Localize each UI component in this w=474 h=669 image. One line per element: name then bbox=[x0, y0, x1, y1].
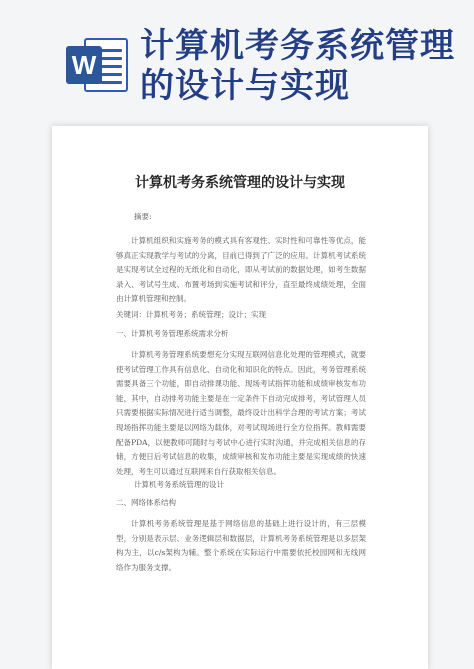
document-title: 计算机考务系统管理的设计与实现 bbox=[135, 175, 345, 191]
document-page bbox=[52, 126, 428, 669]
section-2-paragraph: 计算机考务系统管理是基于网络信息的基础上进行设计的，有三层模型，分别是表示层、业务逻辑层和数据层，计算机考务系统管理是以多层架构为主，以c/s架构为辅。整个系统在实际运行中需要依托校园网和无线网络作为服务支撑。 bbox=[116, 519, 366, 572]
keywords-line: 关键词：计算机考务；系统管理；设计；实现 bbox=[116, 310, 266, 319]
banner bbox=[0, 0, 474, 118]
subsection-2-heading: 二、网络体系结构 bbox=[116, 498, 176, 507]
abstract-paragraph: 计算机组织和实施考务的模式具有客观性、实时性和可靠性等优点，能够真正实现教学与考试的分离，目前已得到了广泛的应用。计算机考试系统是实现考试全过程的无纸化和自动化，即从考试前的数据处理，如考生数据录入、考试号生成、布置考场到实施考试和评分，直至最终成绩处理，全面由计算机管理和控制。 bbox=[116, 236, 366, 304]
banner-title: 计算机考务系统管理的设计与实现 bbox=[140, 26, 455, 106]
word-logo-letter: W bbox=[66, 46, 102, 84]
section-2-heading: 计算机考务系统管理的设计 bbox=[134, 480, 224, 489]
section-1-heading: 一、计算机考务管理系统需求分析 bbox=[116, 329, 229, 338]
word-document-icon bbox=[66, 38, 128, 92]
section-1-paragraph: 计算机考务管理系统要想充分实现互联网信息化处理的管理模式，就要使考试管理工作具有信息化、自动化和知识化的特点。因此，考务管理系统需要具备三个功能，即自动排课功能、现场考试指挥功能和成绩审核发布功能，其中，自动排考功能主要是在一定条件下自动完成排考，考试管理人员只需要根据实际情况进行适当调整，最终设计出科学合理的考试方案；考试现场指挥功能主要是以网络为载体，对考试现场进行全方位指挥。教师需要配备PDA，以便教师可随时与考试中心进行实时沟通，并完成相关信息的存储，方便日后考试信息的收集，成绩审核和发布功能主要是实现成绩的快速处理，考生可以通过互联网来自行获取相关信息。 bbox=[116, 350, 366, 476]
abstract-label: 摘要: bbox=[134, 212, 152, 221]
